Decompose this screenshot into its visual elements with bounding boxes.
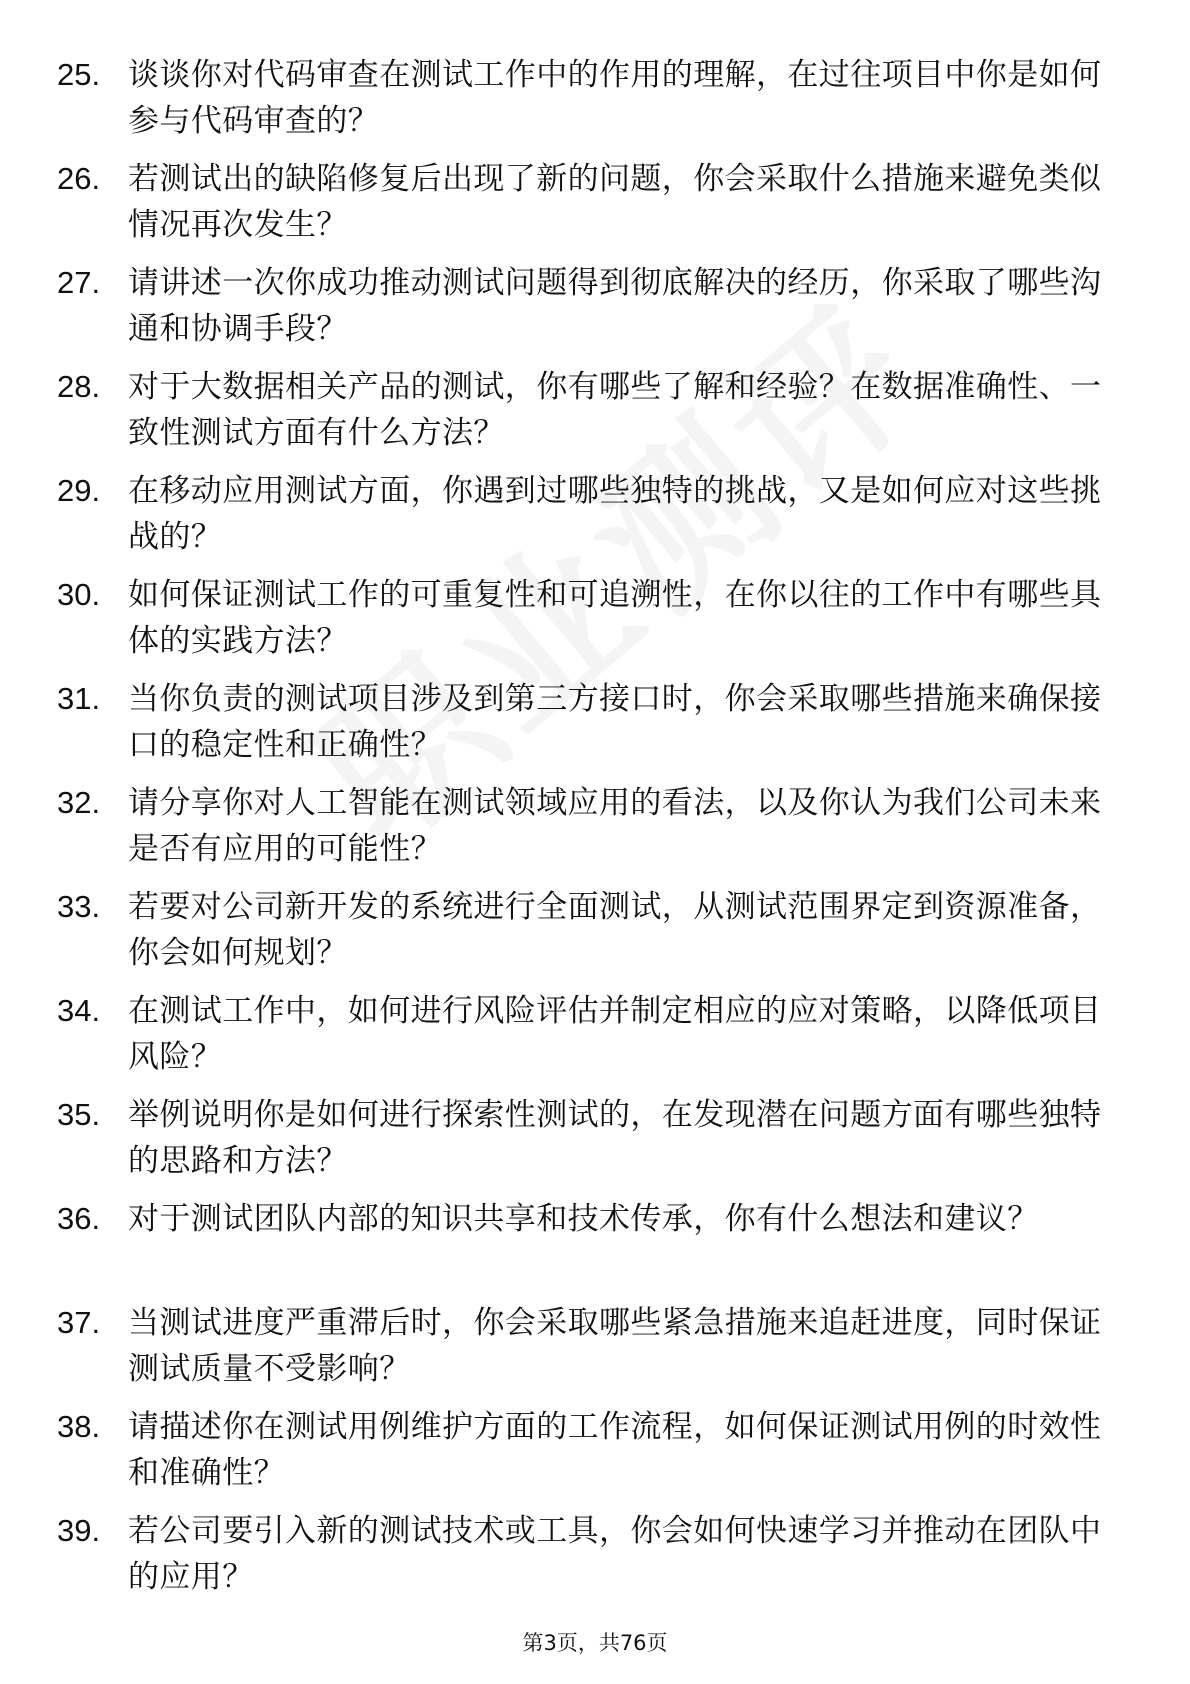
question-text: 请分享你对人工智能在测试领域应用的看法，以及你认为我们公司未来是否有应用的可能性？ bbox=[128, 785, 1102, 867]
list-item bbox=[0, 364, 1190, 468]
list-item bbox=[0, 1508, 1190, 1612]
question-number: 35. bbox=[57, 1097, 101, 1132]
question-number: 39. bbox=[57, 1513, 101, 1548]
question-list bbox=[0, 52, 1190, 1612]
list-item bbox=[0, 1196, 1190, 1300]
list-item bbox=[0, 1404, 1190, 1508]
question-text: 若要对公司新开发的系统进行全面测试，从测试范围界定到资源准备，你会如何规划？ bbox=[128, 889, 1102, 971]
question-number: 38. bbox=[57, 1409, 101, 1444]
question-number: 30. bbox=[57, 577, 101, 612]
page-footer: 第3页，共76页 bbox=[522, 1631, 668, 1655]
question-number: 28. bbox=[57, 369, 101, 404]
question-text: 在移动应用测试方面，你遇到过哪些独特的挑战，又是如何应对这些挑战的？ bbox=[128, 473, 1102, 555]
list-item bbox=[0, 988, 1190, 1092]
list-item bbox=[0, 260, 1190, 364]
question-number: 32. bbox=[57, 785, 101, 820]
question-number: 26. bbox=[57, 161, 101, 196]
question-text: 举例说明你是如何进行探索性测试的，在发现潜在问题方面有哪些独特的思路和方法？ bbox=[128, 1097, 1102, 1179]
question-number: 33. bbox=[57, 889, 101, 924]
question-number: 37. bbox=[57, 1305, 101, 1340]
question-text: 若测试出的缺陷修复后出现了新的问题，你会采取什么措施来避免类似情况再次发生？ bbox=[128, 161, 1102, 243]
question-text: 如何保证测试工作的可重复性和可追溯性，在你以往的工作中有哪些具体的实践方法？ bbox=[128, 577, 1102, 659]
question-number: 31. bbox=[57, 681, 101, 716]
question-number: 34. bbox=[57, 993, 101, 1028]
question-text: 请描述你在测试用例维护方面的工作流程，如何保证测试用例的时效性和准确性？ bbox=[128, 1409, 1102, 1491]
question-number: 36. bbox=[57, 1201, 101, 1236]
question-number: 29. bbox=[57, 473, 101, 508]
list-item bbox=[0, 572, 1190, 676]
list-item bbox=[0, 780, 1190, 884]
question-number: 27. bbox=[57, 265, 101, 300]
list-item bbox=[0, 676, 1190, 780]
question-number: 25. bbox=[57, 57, 101, 92]
list-item bbox=[0, 468, 1190, 572]
list-item bbox=[0, 52, 1190, 156]
question-text: 当测试进度严重滞后时，你会采取哪些紧急措施来追赶进度，同时保证测试质量不受影响？ bbox=[128, 1305, 1102, 1387]
list-item bbox=[0, 884, 1190, 988]
question-text: 谈谈你对代码审查在测试工作中的作用的理解，在过往项目中你是如何参与代码审查的？ bbox=[128, 57, 1102, 139]
question-text: 若公司要引入新的测试技术或工具，你会如何快速学习并推动在团队中的应用？ bbox=[128, 1513, 1102, 1595]
question-text: 对于测试团队内部的知识共享和技术传承，你有什么想法和建议？ bbox=[128, 1201, 1039, 1237]
list-item bbox=[0, 1092, 1190, 1196]
question-text: 在测试工作中，如何进行风险评估并制定相应的应对策略，以降低项目风险？ bbox=[128, 993, 1102, 1075]
question-text: 当你负责的测试项目涉及到第三方接口时，你会采取哪些措施来确保接口的稳定性和正确性？ bbox=[128, 681, 1102, 763]
question-text: 对于大数据相关产品的测试，你有哪些了解和经验？在数据准确性、一致性测试方面有什么方法？ bbox=[128, 369, 1102, 451]
question-text: 请讲述一次你成功推动测试问题得到彻底解决的经历，你采取了哪些沟通和协调手段？ bbox=[128, 265, 1102, 347]
list-item bbox=[0, 1300, 1190, 1404]
list-item bbox=[0, 156, 1190, 260]
